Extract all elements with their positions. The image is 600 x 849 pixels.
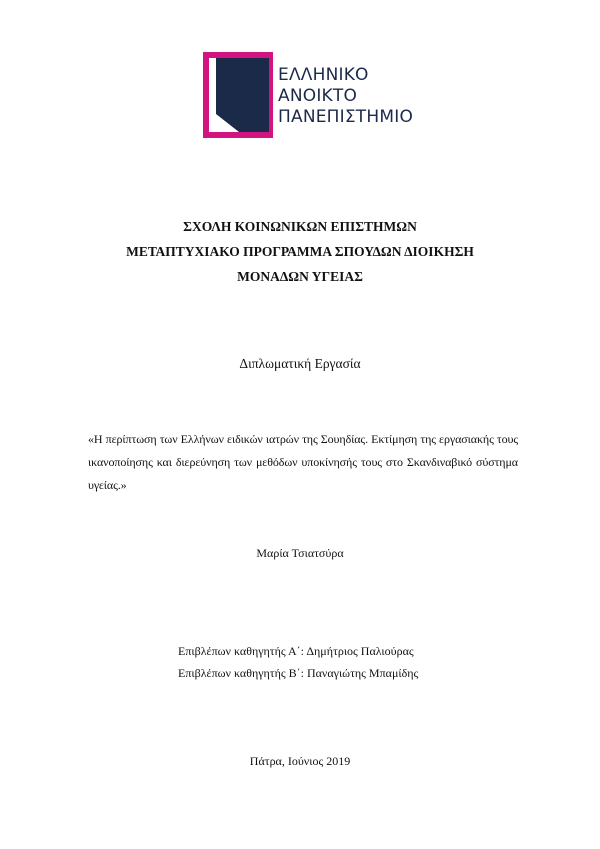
supervisor-b: Επιβλέπων καθηγητής Β΄: Παναγιώτης Μπαμίδης	[178, 666, 419, 680]
university-logo	[203, 52, 414, 138]
logo-mark-icon	[203, 52, 273, 138]
supervisor-a: Επιβλέπων καθηγητής Α΄: Δημήτριος Παλιούρας	[178, 644, 414, 658]
thesis-title: «Η περίπτωση των Ελλήνων ειδικών ιατρών της Σουηδίας. Εκτίμηση της εργασιακής τους ικανοποίησης και διερεύνηση των μεθόδων υποκίνησής τους στο Σκανδιναβικό σύστημα υγείας.»	[88, 432, 518, 492]
logo-line-1: ΕΛΛΗΝΙΚΟ	[278, 65, 369, 85]
document-type: Διπλωματική Εργασία	[239, 356, 361, 371]
logo-text	[278, 65, 413, 128]
school-line-1: ΣΧΟΛΗ ΚΟΙΝΩΝΙΚΩΝ ΕΠΙΣΤΗΜΩΝ	[183, 219, 417, 234]
logo-line-2: ΑΝΟΙΚΤΟ	[278, 86, 358, 106]
supervisors	[178, 640, 418, 684]
author-name: Μαρία Τσιατσύρα	[256, 546, 344, 560]
school-heading	[0, 214, 600, 289]
school-line-2: ΜΕΤΑΠΤΥΧΙΑΚΟ ΠΡΟΓΡΑΜΜΑ ΣΠΟΥΔΩΝ ΔΙΟΙΚΗΣΗ	[126, 244, 474, 259]
logo-line-3: ΠΑΝΕΠΙΣΤΗΜΙΟ	[278, 107, 414, 127]
place-date: Πάτρα, Ιούνιος 2019	[249, 754, 351, 768]
school-line-3: ΜΟΝΑΔΩΝ ΥΓΕΙΑΣ	[237, 269, 363, 284]
